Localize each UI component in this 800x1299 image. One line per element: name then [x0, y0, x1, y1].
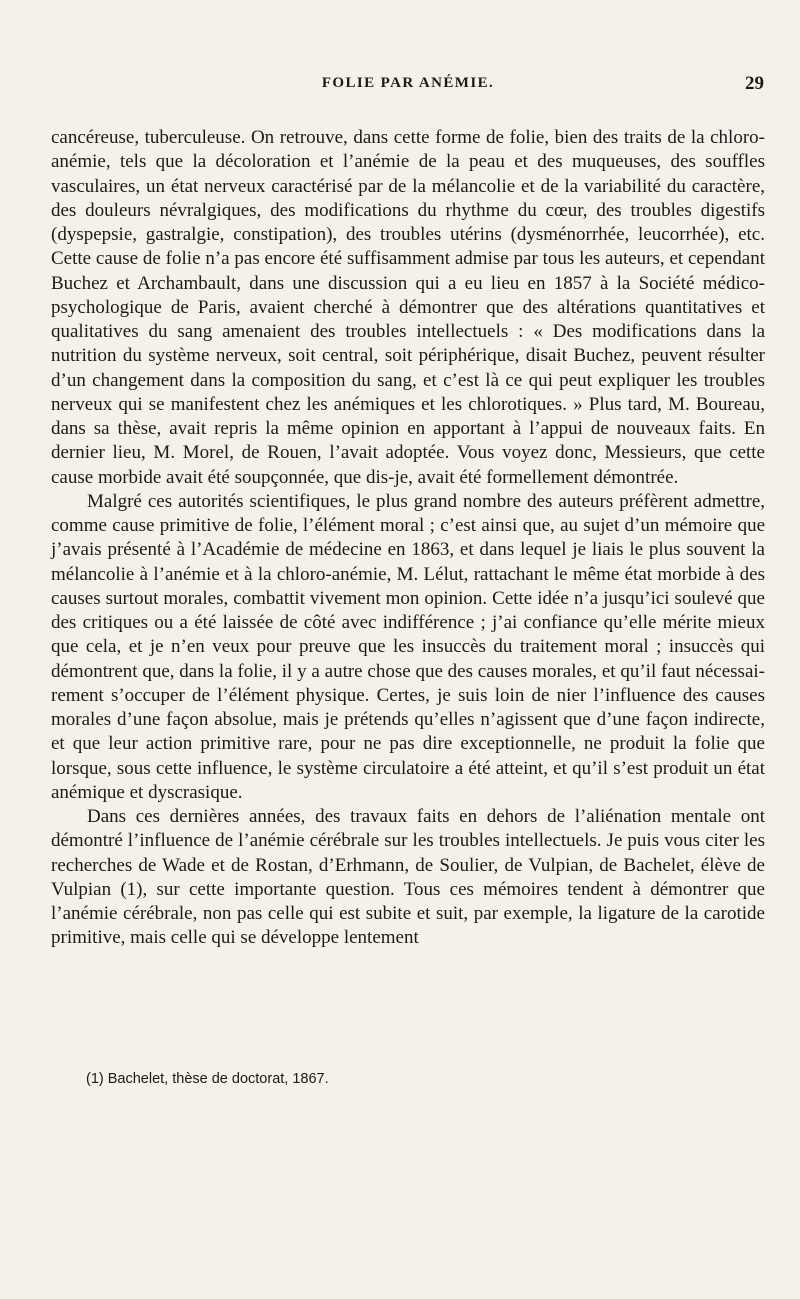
footnote: (1) Bachelet, thèse de doctorat, 1867.	[86, 1071, 329, 1087]
body-text	[51, 126, 765, 951]
running-header	[52, 75, 764, 99]
paragraph-2: Malgré ces autorités scientifiques, le plus grand nombre des auteurs préfèrent admettre, comme cause primitive de folie, l’élément moral ; c’est ainsi que, au sujet d’un mémoire que j’avais présenté à l’Académie de médecine en 1863, et dans lequel je liais le plus souvent la mélancolie à l’anémie et à la chloro-anémie, M. Lélut, rattachant le même état morbide à des causes surtout morales, combattit vivement mon opinion. Cette idée n’a jusqu’ici soulevé que des critiques ou a été laissée de côté avec indifférence ; j’ai confiance qu’elle mérite mieux que cela, et je n’en veux pour preuve que les insuccès du traitement moral ; insuccès qui démontrent que, dans la folie, il y a autre chose que des causes morales, et qu’il faut nécessairement s’occuper de l’élément physique. Certes, je suis loin de nier l’influence des causes morales d’une façon absolue, mais je prétends qu’elles n’agissent que d’une façon indirecte, et que leur action primitive rare, pour ne pas dire exceptionnelle, ne produit la folie que lorsque, sous cette influence, le système circulatoire a été atteint, et qu’il s’est produit un état anémique et dyscrasique.	[51, 490, 765, 803]
paragraph-1: cancéreuse, tuberculeuse. On retrouve, dans cette forme de folie, bien des traits de la chloro-anémie, tels que la décoloration et l’anémie de la peau et des muqueuses, des souffles vasculaires, un état nerveux caractérisé par de la mélancolie et de la variabilité du caractère, des douleurs névralgiques, des modifications du rhythme du cœur, des troubles digestifs (dyspepsie, gastralgie, constipation), des troubles utérins (dysménorrhée, leucorrhée), etc. Cette cause de folie n’a pas encore été suffisamment admise par tous les auteurs, et cependant Buchez et Archambault, dans une discussion qui a eu lieu en 1857 à la Société médico-psychologique de Paris, avaient cherché à démontrer que des altérations quantitatives et qualitatives du sang amenaient des troubles intellectuels : « Des modifications dans la nutrition du système nerveux, soit central, soit périphérique, disait Buchez, peuvent résulter d’un changement dans la composition du sang, et c’est là ce qui peut expliquer les troubles nerveux qui se manifestent chez les anémiques et les chlorotiques. » Plus tard, M. Boureau, dans sa thèse, avait repris la même opinion en apportant à l’appui de nouveaux faits. En dernier lieu, M. Morel, de Rouen, l’avait adoptée. Vous voyez donc, Messieurs, que cette cause morbide avait été soupçonnée, que dis-je, avait été formellement démontrée.	[51, 127, 765, 488]
paragraph-3: Dans ces dernières années, des travaux faits en dehors de l’aliénation mentale ont démontré l’influence de l’anémie cérébrale sur les troubles intellectuels. Je puis vous citer les recherches de Wade et de Rostan, d’Erhmann, de Soulier, de Vulpian, de Bachelet, élève de Vulpian (1), sur cette importante question. Tous ces mémoires tendent à démontrer que l’anémie cérébrale, non pas celle qui est subite et suit, par exemple, la ligature de la carotide primitive, mais celle qui se développe lentement	[51, 806, 765, 949]
page-number: 29	[745, 73, 764, 94]
page-header-title: FOLIE PAR ANÉMIE.	[321, 75, 495, 91]
